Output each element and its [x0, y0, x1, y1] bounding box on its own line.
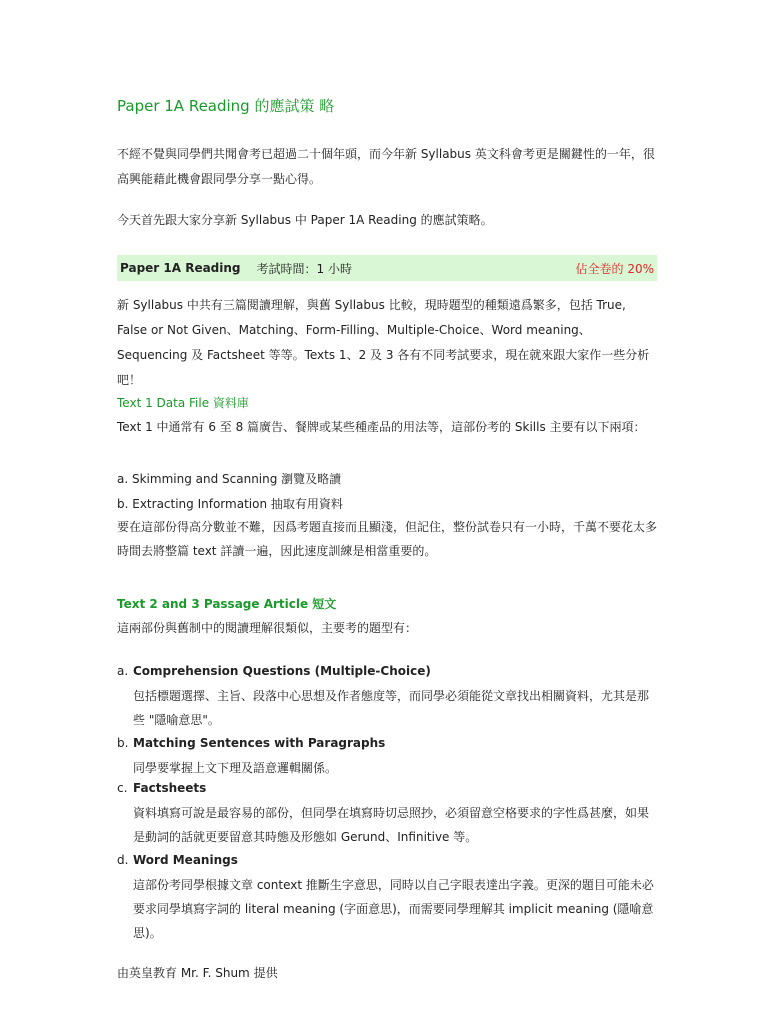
list-item-body: 同學要掌握上文下理及語意邏輯關係。 [133, 761, 338, 775]
list-item-body: 這部份考同學根據文章 context 推斷生字意思，同時以自己字眼表達出字義。更深的題目可能未必要求同學填寫字詞的 literal meaning (字面意思)，而需要同學理解其 implicit meaning (隱喻意思)。 [133, 878, 654, 940]
list-item-title: Matching Sentences with Paragraphs [133, 736, 386, 750]
exam-info-banner [117, 255, 657, 281]
list-item-title: Comprehension Questions (Multiple-Choice) [133, 664, 431, 678]
banner-paper-name: Paper 1A Reading [120, 261, 241, 275]
list-item-title: Factsheets [133, 781, 207, 795]
list-item-letter: b. [117, 736, 129, 750]
list-item-letter: c. [117, 781, 128, 795]
page-title: Paper 1A Reading 的應試策 略 [117, 97, 335, 115]
list-item-title: Word Meanings [133, 853, 238, 867]
intro-paragraph-2: 今天首先跟大家分享新 Syllabus 中 Paper 1A Reading 的應試策略。 [117, 213, 493, 227]
overview-paragraph: 新 Syllabus 中共有三篇閱讀理解，與舊 Syllabus 比較，現時題型的種類遠爲繁多，包括 True, False or Not Given、Matching、Form-Filling、Multiple-Choice、Word meaning、Sequencing 及 Factsheet 等等。Texts 1、2 及 3 各有不同考試要求，現在就來跟大家作一些分析吧！ [117, 298, 650, 387]
list-item-body: 包括標題選擇、主旨、段落中心思想及作者態度等，而同學必須能從文章找出相關資料，尤其是那些 "隱喻意思"。 [133, 689, 650, 727]
list-item-letter: a. [117, 664, 129, 678]
text1-heading: Text 1 Data File 資料庫 [117, 396, 249, 410]
banner-weighting: 佔全卷的 20% [575, 261, 654, 276]
text1-skill-a: a. Skimming and Scanning 瀏覽及略讀 [117, 472, 342, 486]
intro-paragraph-1: 不經不覺與同學們共聞會考已超過二十個年頭，而今年新 Syllabus 英文科會考更是關鍵性的一年，很高興能藉此機會跟同學分享一點心得。 [117, 147, 655, 186]
text23-description: 這兩部份與舊制中的閱讀理解很類似，主要考的題型有： [117, 621, 418, 635]
banner-exam-time: 考試時間：1 小時 [256, 261, 352, 276]
text1-skill-b: b. Extracting Information 抽取有用資料 [117, 497, 343, 511]
footer-credit: 由英皇教育 Mr. F. Shum 提供 [117, 966, 278, 980]
text1-description: Text 1 中通常有 6 至 8 篇廣告、餐牌或某些種產品的用法等，這部份考的 Skills 主要有以下兩項： [117, 420, 646, 434]
list-item-body: 資料填寫可說是最容易的部份，但同學在填寫時切忌照抄，必須留意空格要求的字性爲甚麼，如果是動詞的話就更要留意其時態及形態如 Gerund、Infinitive 等。 [133, 806, 650, 844]
text1-advice: 要在這部份得高分數並不難，因爲考題直接而且顯淺，但記住，整份試卷只有一小時，千萬不要花太多時間去將整篇 text 詳讀一遍，因此速度訓練是相當重要的。 [117, 520, 658, 558]
text23-heading: Text 2 and 3 Passage Article 短文 [117, 597, 337, 611]
list-item-letter: d. [117, 853, 129, 867]
